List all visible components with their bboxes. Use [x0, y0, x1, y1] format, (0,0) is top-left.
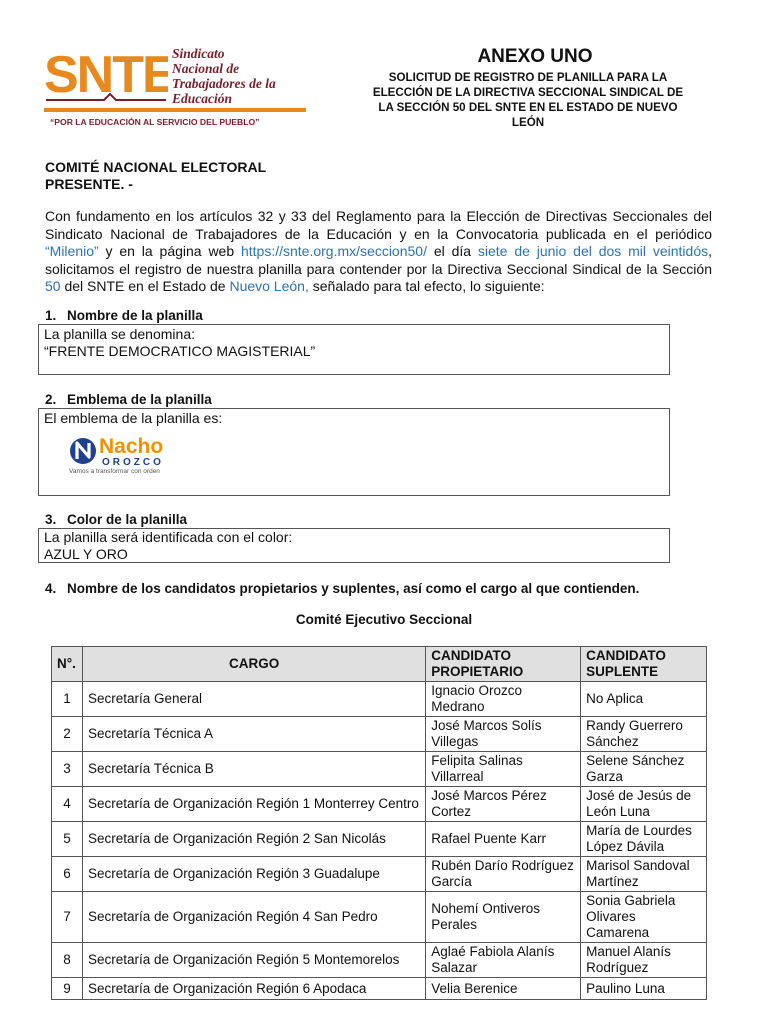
cell-propietario: Rubén Darío Rodríguez García	[426, 857, 581, 892]
section-title: Emblema de la planilla	[67, 392, 212, 407]
newspaper-name: “Milenio”	[45, 243, 99, 260]
document-subtitle	[342, 70, 714, 130]
cell-number: 8	[52, 943, 83, 978]
cell-propietario: Rafael Puente Karr	[426, 822, 581, 857]
emblem-name: Nacho	[99, 435, 164, 458]
snte-logo	[44, 44, 168, 102]
intro-text: señalado para tal efecto, lo siguiente:	[308, 278, 545, 295]
website-link[interactable]: https://snte.org.mx/seccion50/	[240, 243, 427, 260]
snte-logo-text: SNTE	[44, 46, 168, 102]
cell-propietario: Aglaé Fabiola Alanís Salazar	[426, 943, 581, 978]
table-row	[52, 787, 707, 822]
planilla-color-box	[38, 528, 670, 563]
table-row	[52, 978, 707, 1000]
state-name: Nuevo León,	[229, 278, 309, 295]
addressee-line: COMITÉ NACIONAL ELECTORAL	[45, 159, 267, 175]
org-name	[172, 46, 312, 106]
cell-propietario: José Marcos Pérez Cortez	[426, 787, 581, 822]
planilla-name-box	[38, 324, 670, 375]
org-name-line: Sindicato	[172, 46, 225, 61]
cell-suplente: Manuel Alanís Rodríguez	[581, 943, 707, 978]
cell-suplente: Paulino Luna	[581, 978, 707, 1000]
emblem-logo	[69, 431, 219, 475]
cell-cargo: Secretaría de Organización Región 2 San Nicolás	[82, 822, 425, 857]
cell-cargo: Secretaría de Organización Región 4 San Pedro	[82, 892, 425, 943]
emblem-slogan: Vamos a transformar con orden	[69, 468, 160, 475]
cell-propietario: José Marcos Solís Villegas	[426, 717, 581, 752]
emblem-surname: OROZCO	[102, 457, 164, 468]
section-1-heading	[45, 308, 203, 323]
cell-propietario: Felipita Salinas Villarreal	[426, 752, 581, 787]
cell-suplente: Marisol Sandoval Martínez	[581, 857, 707, 892]
cell-suplente: José de Jesús de León Luna	[581, 787, 707, 822]
intro-text: y en la página web	[98, 243, 241, 260]
org-motto: “POR LA EDUCACIÓN AL SERVICIO DEL PUEBLO”	[50, 117, 260, 127]
cell-cargo: Secretaría General	[82, 682, 425, 717]
cell-number: 1	[52, 682, 83, 717]
table-row	[52, 943, 707, 978]
cell-cargo: Secretaría de Organización Región 5 Montemorelos	[82, 943, 425, 978]
table-row	[52, 822, 707, 857]
section-3-heading	[45, 512, 187, 527]
cell-number: 3	[52, 752, 83, 787]
col-header-suplente: CANDIDATO SUPLENTE	[581, 647, 707, 682]
col-header-number: N°.	[52, 647, 83, 682]
cell-cargo: Secretaría de Organización Región 3 Guadalupe	[82, 857, 425, 892]
candidates-table	[51, 646, 707, 1000]
planilla-color-value: AZUL Y ORO	[44, 546, 128, 562]
subtitle-line: LEÓN	[511, 116, 545, 129]
cell-number: 5	[52, 822, 83, 857]
section-number: 3.	[45, 512, 57, 527]
cell-suplente: No Aplica	[581, 682, 707, 717]
addressee	[45, 159, 266, 193]
col-header-propietario: CANDIDATO PROPIETARIO	[426, 647, 581, 682]
cell-propietario: Ignacio Orozco Medrano	[426, 682, 581, 717]
intro-text: , solicitamos el registro de nuestra planilla para contender por la Directiva Seccional Sindical de la Sección	[45, 243, 712, 277]
section-number: 4.	[45, 581, 57, 596]
subtitle-line: LA SECCIÓN 50 DEL SNTE EN EL ESTADO DE NUEVO	[378, 101, 678, 114]
intro-paragraph	[45, 208, 712, 296]
section-2-heading	[45, 392, 212, 407]
addressee-line: PRESENTE. -	[45, 176, 133, 192]
section-number: 1.	[45, 308, 57, 323]
col-header-cargo: CARGO	[82, 647, 425, 682]
emblem-label: El emblema de la planilla es:	[44, 410, 223, 426]
table-row	[52, 717, 707, 752]
cell-number: 9	[52, 978, 83, 1000]
section-title: Color de la planilla	[67, 512, 188, 527]
section-number: 2.	[45, 392, 57, 407]
annex-title: ANEXO UNO	[477, 46, 593, 67]
cell-suplente: Selene Sánchez Garza	[581, 752, 707, 787]
table-row	[52, 857, 707, 892]
subtitle-line: ELECCIÓN DE LA DIRECTIVA SECCIONAL SINDICAL DE	[372, 86, 684, 99]
org-name-line: Nacional de	[172, 61, 240, 76]
intro-text: el día	[426, 243, 478, 260]
emblem-box	[38, 408, 670, 496]
table-header-row	[52, 647, 707, 682]
candidates-table-body	[52, 682, 707, 1000]
cell-cargo: Secretaría Técnica B	[82, 752, 425, 787]
section-number: 50	[45, 278, 61, 295]
cell-suplente: María de Lourdes López Dávila	[581, 822, 707, 857]
cell-number: 2	[52, 717, 83, 752]
publication-date: siete de junio del dos mil veintidós	[477, 243, 709, 260]
section-4-heading	[45, 581, 639, 596]
org-name-line: Educación	[172, 91, 233, 106]
cell-propietario: Nohemí Ontiveros Perales	[426, 892, 581, 943]
cell-cargo: Secretaría Técnica A	[82, 717, 425, 752]
header-divider	[44, 108, 306, 112]
intro-text: del SNTE en el Estado de	[60, 278, 230, 295]
intro-text: Con fundamento en los artículos 32 y 33 del Reglamento para la Elección de Directivas Seccionales del Sindicato Nacional de Trabajadores de la Educación y en la Convocatoria publicada en el periódico	[45, 208, 712, 242]
org-name-line: Trabajadores de la	[172, 76, 276, 91]
section-title: Nombre de los candidatos propietarios y suplentes, así como el cargo al que contienden.	[67, 581, 640, 596]
cell-propietario: Velia Berenice	[426, 978, 581, 1000]
cell-suplente: Sonia Gabriela Olivares Camarena	[581, 892, 707, 943]
table-row	[52, 752, 707, 787]
cell-number: 4	[52, 787, 83, 822]
planilla-color-label: La planilla será identificada con el color:	[44, 529, 293, 545]
cell-number: 6	[52, 857, 83, 892]
cell-suplente: Randy Guerrero Sánchez	[581, 717, 707, 752]
planilla-name-label: La planilla se denomina:	[44, 326, 195, 342]
table-row	[52, 892, 707, 943]
cell-number: 7	[52, 892, 83, 943]
subtitle-line: SOLICITUD DE REGISTRO DE PLANILLA PARA LA	[388, 71, 668, 84]
table-row	[52, 682, 707, 717]
planilla-name-value: “FRENTE DEMOCRATICO MAGISTERIAL”	[44, 343, 316, 359]
cell-cargo: Secretaría de Organización Región 6 Apodaca	[82, 978, 425, 1000]
committee-title: Comité Ejecutivo Seccional	[295, 612, 473, 627]
cell-cargo: Secretaría de Organización Región 1 Monterrey Centro	[82, 787, 425, 822]
section-title: Nombre de la planilla	[67, 308, 203, 323]
